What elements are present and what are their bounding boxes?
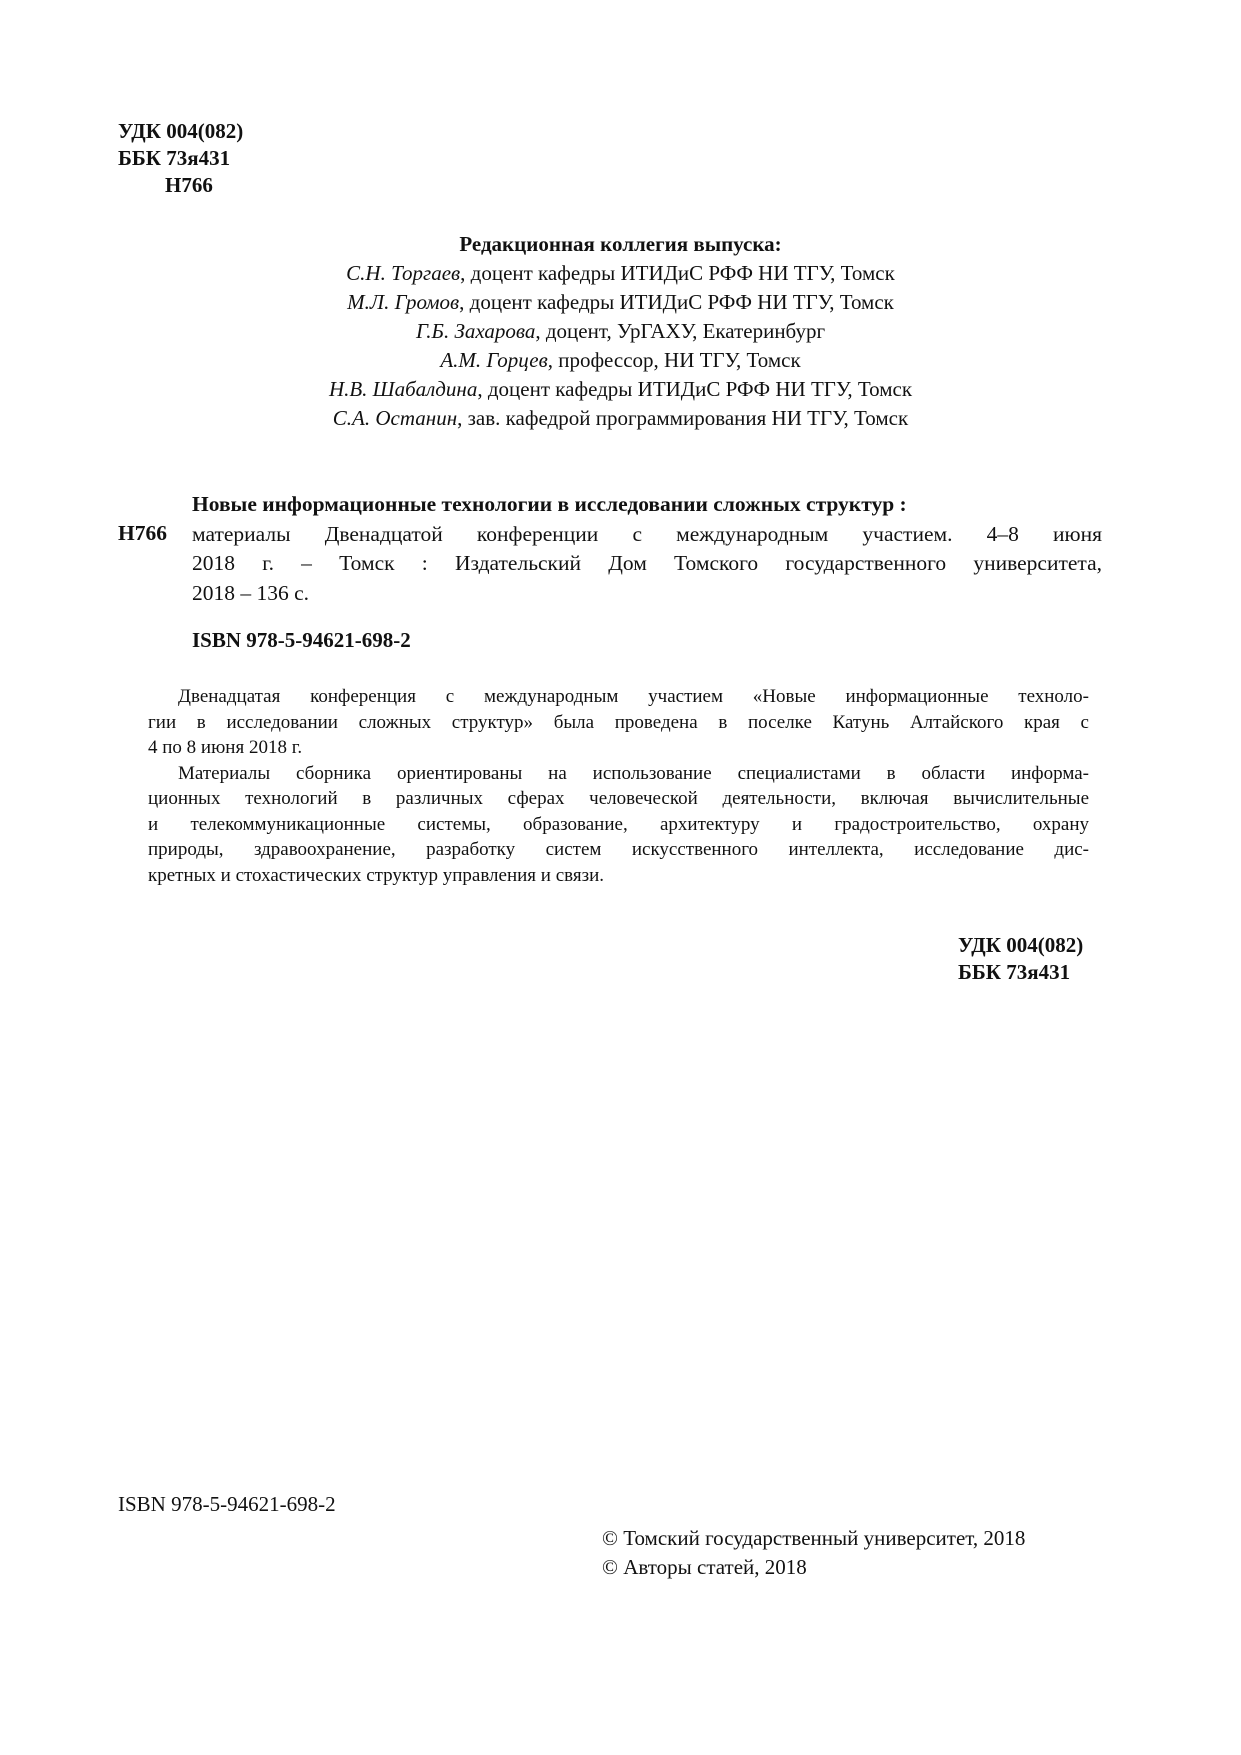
- record-isbn: ISBN 978-5-94621-698-2: [192, 628, 411, 652]
- abstract-line: Материалы сборника ориентированы на использование специалистами в области информа-: [178, 762, 1089, 784]
- record-line: материалы Двенадцатой конференции с международным участием. 4–8 июня: [192, 521, 1102, 546]
- abstract-line: 4 по 8 июня 2018 г.: [148, 737, 303, 758]
- abstract-line: ционных технологий в различных сферах человеческой деятельности, включая вычислительные: [148, 788, 1089, 809]
- record-line: 2018 г. – Томск : Издательский Дом Томского государственного университета,: [192, 551, 1102, 575]
- board-member-name: С.Н. Торгаев: [346, 261, 461, 285]
- abstract-line: и телекоммуникационные системы, образование, архитектуру и градостроительство, охрану: [148, 813, 1089, 835]
- bbk-code-bottom: ББК 73я431: [958, 960, 1071, 984]
- editorial-board-heading: Редакционная коллегия выпуска:: [459, 232, 782, 256]
- editorial-board: [150, 230, 1091, 433]
- board-member-name: С.А. Останин: [332, 406, 458, 430]
- udk-code-top: УДК 004(082): [118, 119, 244, 143]
- author-mark-record: Н766: [118, 521, 167, 545]
- footer-isbn: ISBN 978-5-94621-698-2: [118, 1492, 336, 1516]
- abstract-line: Двенадцатая конференция с международным участием «Новые информационные техноло-: [178, 686, 1089, 707]
- udk-code-bottom: УДК 004(082): [958, 933, 1084, 957]
- board-member: [150, 404, 1091, 433]
- abstract: [148, 684, 1089, 888]
- abstract-line: кретных и стохастических структур управления и связи.: [148, 864, 605, 886]
- board-member-role: , доцент, УрГАХУ, Екатеринбург: [535, 319, 826, 343]
- bibliographic-record: [192, 490, 1102, 608]
- copyright-authors: © Авторы статей, 2018: [602, 1555, 807, 1579]
- bbk-code-top: ББК 73я431: [118, 146, 231, 170]
- board-member-name: А.М. Горцев: [440, 348, 548, 372]
- record-title: Новые информационные технологии в исследовании сложных структур :: [192, 492, 907, 516]
- board-member: [150, 346, 1091, 375]
- author-mark-top: Н766: [165, 173, 213, 197]
- board-member: [150, 375, 1091, 404]
- board-member-name: М.Л. Громов: [347, 290, 460, 314]
- board-member-role: , доцент кафедры ИТИДиС РФФ НИ ТГУ, Томск: [459, 290, 894, 314]
- copyright-university: © Томский государственный университет, 2018: [602, 1526, 1026, 1550]
- board-member-name: Г.Б. Захарова: [415, 319, 536, 343]
- board-member-role: , доцент кафедры ИТИДиС РФФ НИ ТГУ, Томск: [477, 377, 913, 401]
- board-member-role: , доцент кафедры ИТИДиС РФФ НИ ТГУ, Томск: [460, 261, 895, 285]
- board-member: [150, 259, 1091, 288]
- record-line: 2018 – 136 с.: [192, 580, 310, 605]
- board-member-role: , зав. кафедрой программирования НИ ТГУ, Томск: [457, 406, 909, 430]
- abstract-line: природы, здравоохранение, разработку систем искусственного интеллекта, исследование дис-: [148, 839, 1089, 860]
- board-member: [150, 288, 1091, 317]
- board-member-name: Н.В. Шабалдина: [328, 377, 478, 401]
- abstract-line: гии в исследовании сложных структур» была проведена в поселке Катунь Алтайского края с: [148, 711, 1089, 733]
- board-member: [150, 317, 1091, 346]
- board-member-role: , профессор, НИ ТГУ, Томск: [547, 348, 801, 372]
